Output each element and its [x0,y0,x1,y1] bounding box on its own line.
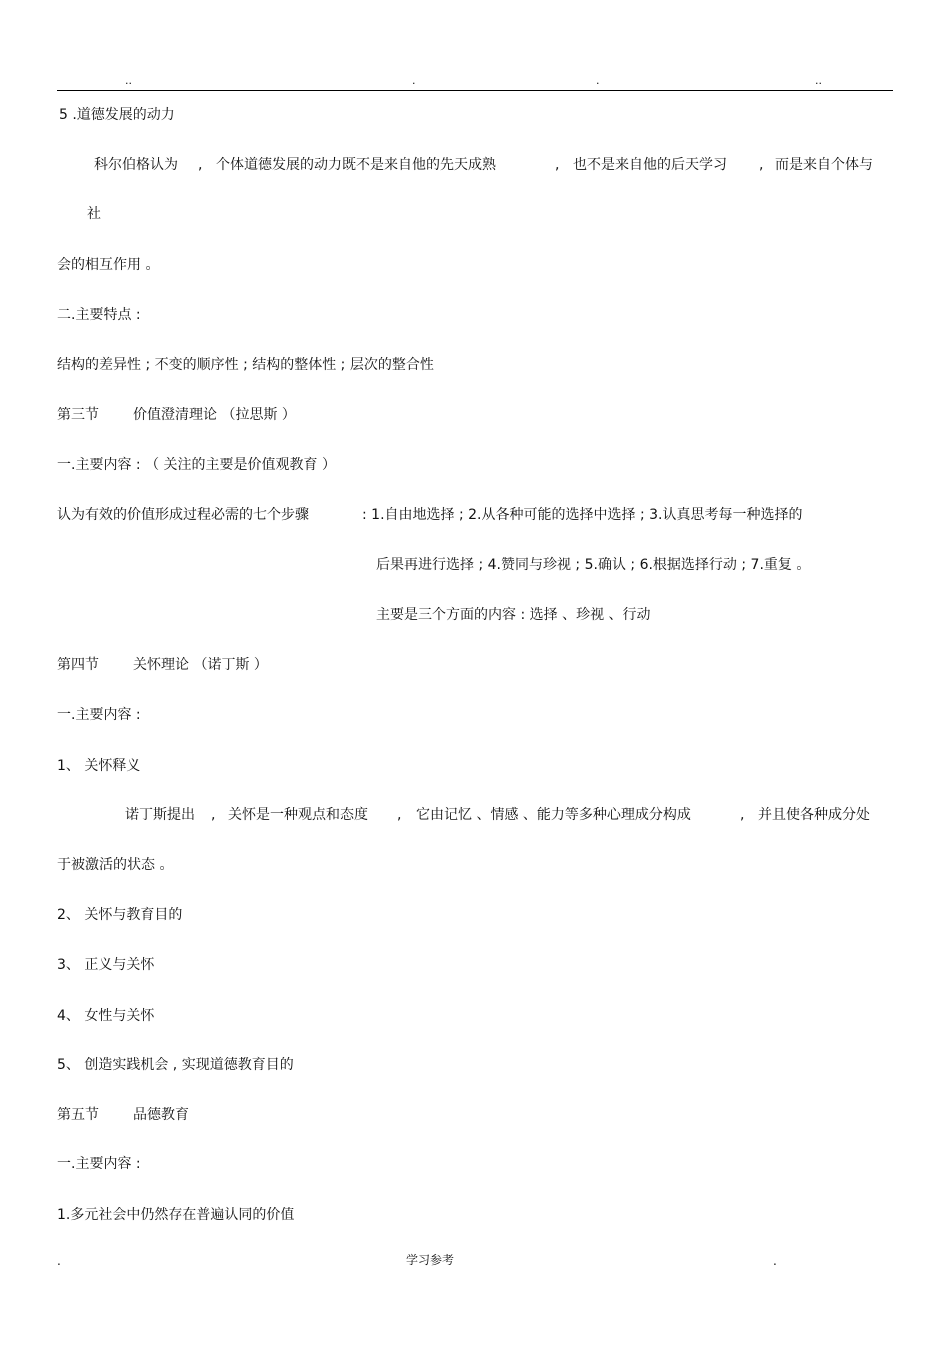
section-title: 品德教育 [133,1107,189,1123]
heading-main-content: 一.主要内容 : [57,707,141,723]
paragraph-text: 诺丁斯提出 [125,807,195,823]
paragraph-text: 结构的差异性 ; 不变的顺序性 ; 结构的整体性 ; 层次的整合性 [57,357,434,373]
paragraph-text: 认为有效的价值形成过程必需的七个步骤 [57,507,309,523]
list-item: 4、 女性与关怀 [57,1008,155,1024]
paragraph-text: , [759,157,764,173]
paragraph-text: , [198,157,203,173]
paragraph-text: 它由记忆 、情感 、能力等多种心理成分构成 [416,807,691,823]
paragraph-text: 科尔伯格认为 [94,157,178,173]
header-rule [57,90,893,91]
paragraph-text: 也不是来自他的后天学习 [573,157,727,173]
list-item: 1、 关怀释义 [57,758,141,774]
footer-label: 学习参考 [406,1253,455,1267]
heading-main-content: 一.主要内容 : [57,1156,141,1172]
list-item: 1.多元社会中仍然存在普遍认同的价值 [57,1207,295,1223]
heading-main-content: 一.主要内容 : （ 关注的主要是价值观教育 ） [57,457,336,473]
footer-mark: . [57,1254,61,1268]
paragraph-text: 于被激活的状态 。 [57,857,174,873]
section-number: 第五节 [57,1107,99,1123]
paragraph-text: 并且使各种成分处 [758,807,870,823]
paragraph-text: 关怀是一种观点和态度 [228,807,368,823]
list-item: 2、 关怀与教育目的 [57,907,183,923]
paragraph-text: 主要是三个方面的内容 : 选择 、珍视 、行动 [376,607,651,623]
section-number: 第四节 [57,657,99,673]
footer-mark: . [773,1254,777,1268]
header-mark: . [412,74,416,87]
paragraph-text: 后果再进行选择 ; 4.赞同与珍视 ; 5.确认 ; 6.根据选择行动 ; 7.重复 。 [376,557,811,573]
paragraph-text: 社 [87,206,101,222]
heading-moral-dynamics: 5 .道德发展的动力 [59,107,175,123]
header-mark: . [596,74,600,87]
section-title: 关怀理论 （诺丁斯 ） [133,657,268,673]
section-number: 第三节 [57,407,99,423]
paragraph-text: : 1.自由地选择 ; 2.从各种可能的选择中选择 ; 3.认真思考每一种选择的 [362,507,803,523]
paragraph-text: , [397,807,402,823]
heading-main-features: 二.主要特点 : [57,307,141,323]
list-item: 3、 正义与关怀 [57,957,155,973]
paragraph-text: , [211,807,216,823]
paragraph-text: , [555,157,560,173]
header-mark: .. [125,74,132,87]
list-item: 5、 创造实践机会 , 实现道德教育目的 [57,1057,294,1073]
paragraph-text: , [740,807,745,823]
section-title: 价值澄清理论 （拉思斯 ） [133,407,296,423]
paragraph-text: 而是来自个体与 [775,157,873,173]
paragraph-text: 个体道德发展的动力既不是来自他的先天成熟 [216,157,496,173]
header-mark: .. [815,74,822,87]
paragraph-text: 会的相互作用 。 [57,257,160,273]
